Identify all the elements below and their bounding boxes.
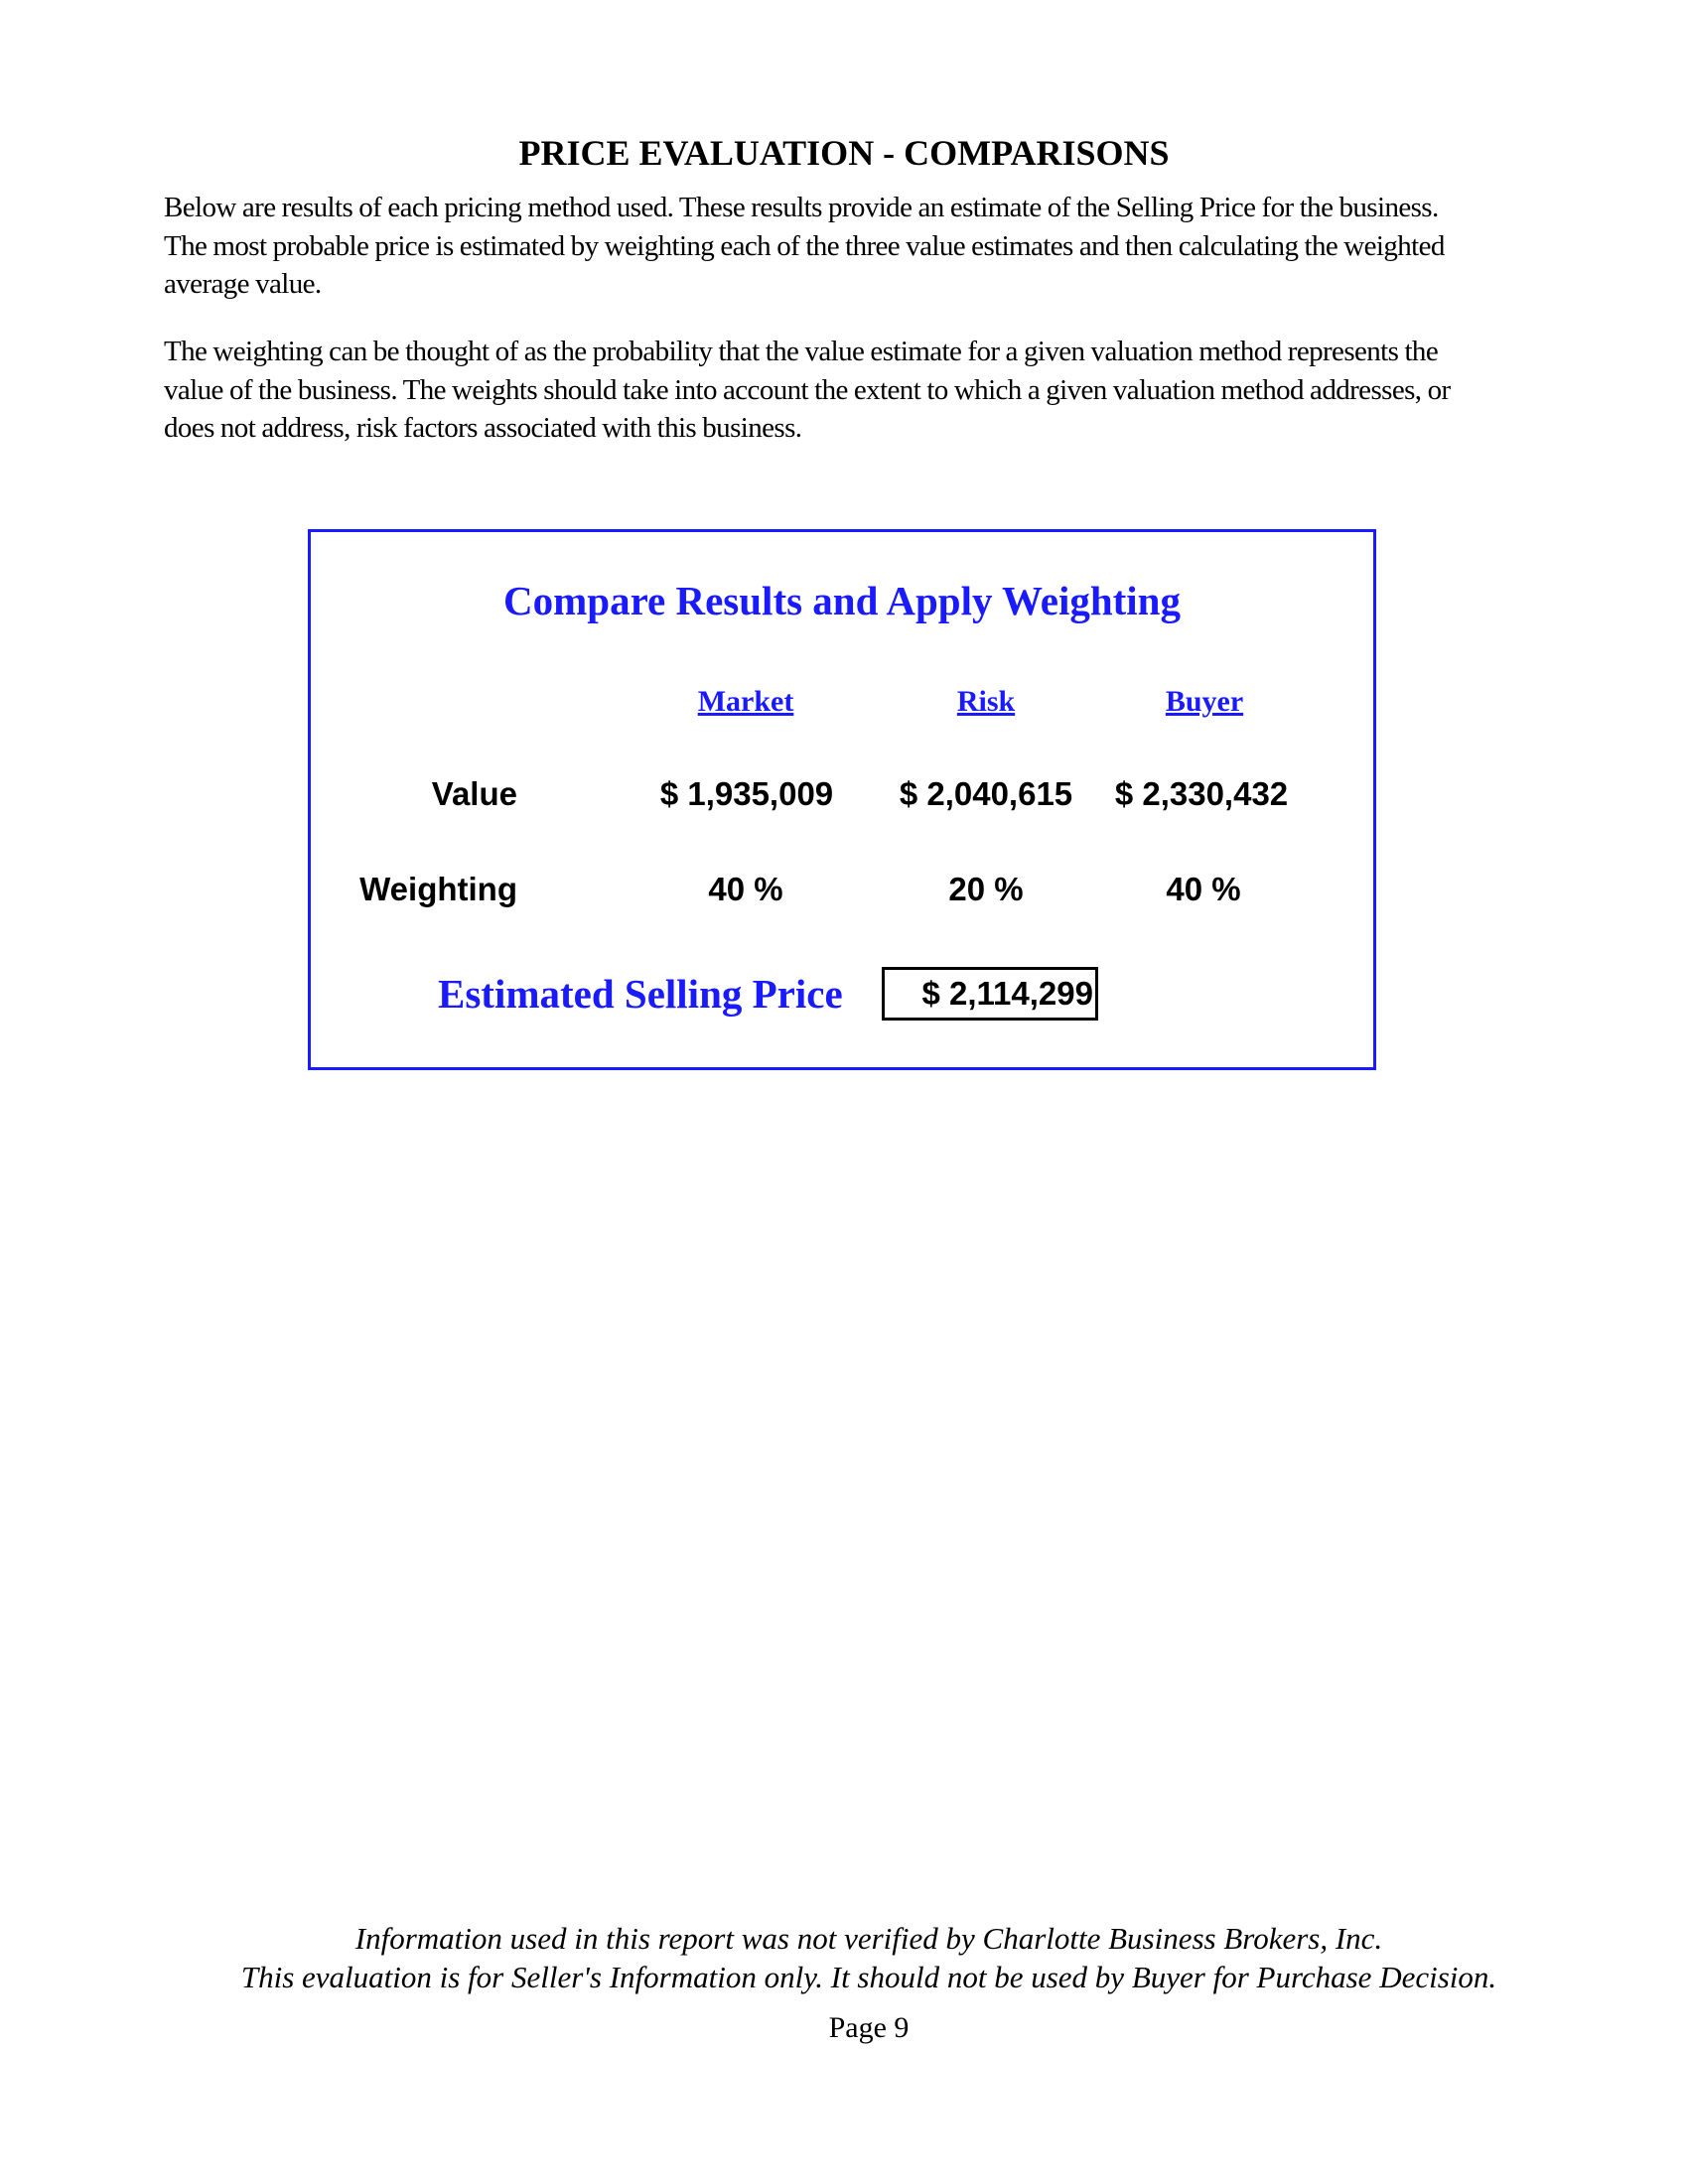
footer-disclaimer-line1: Information used in this report was not verified by Charlotte Business Brokers, Inc. [354, 1921, 1383, 1956]
paragraph-line: The most probable price is estimated by weighting each of the three value estimates and then calculating the weighted [164, 229, 1445, 262]
paragraph-line: average value. [164, 268, 322, 300]
estimated-selling-price-label: Estimated Selling Price [438, 971, 843, 1017]
value-row-label: Value [431, 775, 517, 812]
column-header-market: Market [697, 685, 794, 718]
value-cell-buyer: $ 2,330,432 [1114, 775, 1289, 812]
paragraph-line: does not address, risk factors associated with this business. [164, 412, 802, 444]
weighting-cell-market[interactable]: 40 % [708, 871, 783, 907]
weighting-paragraph [164, 333, 1534, 448]
page-title: PRICE EVALUATION - COMPARISONS [518, 133, 1170, 173]
intro-paragraph [164, 189, 1534, 304]
column-header-buyer: Buyer [1165, 685, 1244, 718]
weighting-row-label: Weighting [359, 871, 517, 907]
page-number: Page 9 [828, 2011, 910, 2044]
paragraph-line: The weighting can be thought of as the probability that the value estimate for a given valuation method represents the [164, 336, 1439, 367]
weighting-cell-buyer[interactable]: 40 % [1166, 871, 1241, 907]
value-cell-risk: $ 2,040,615 [899, 775, 1073, 812]
paragraph-line: Below are results of each pricing method used. These results provide an estimate of the Selling Price for the business. [164, 192, 1439, 223]
estimated-selling-price-value: $ 2,114,299 [882, 967, 1098, 1021]
weighting-cell-risk[interactable]: 20 % [948, 871, 1024, 907]
value-cell-market: $ 1,935,009 [659, 775, 834, 812]
column-header-risk: Risk [956, 685, 1016, 718]
paragraph-line: value of the business. The weights should take into account the extent to which a given valuation method addresses, or [164, 373, 1451, 406]
comparison-title: Compare Results and Apply Weighting [503, 578, 1181, 623]
footer-disclaimer-line2: This evaluation is for Seller's Information only. It should not be used by Buyer for Purchase Decision. [240, 1960, 1497, 1994]
comparison-panel [308, 529, 1376, 1070]
